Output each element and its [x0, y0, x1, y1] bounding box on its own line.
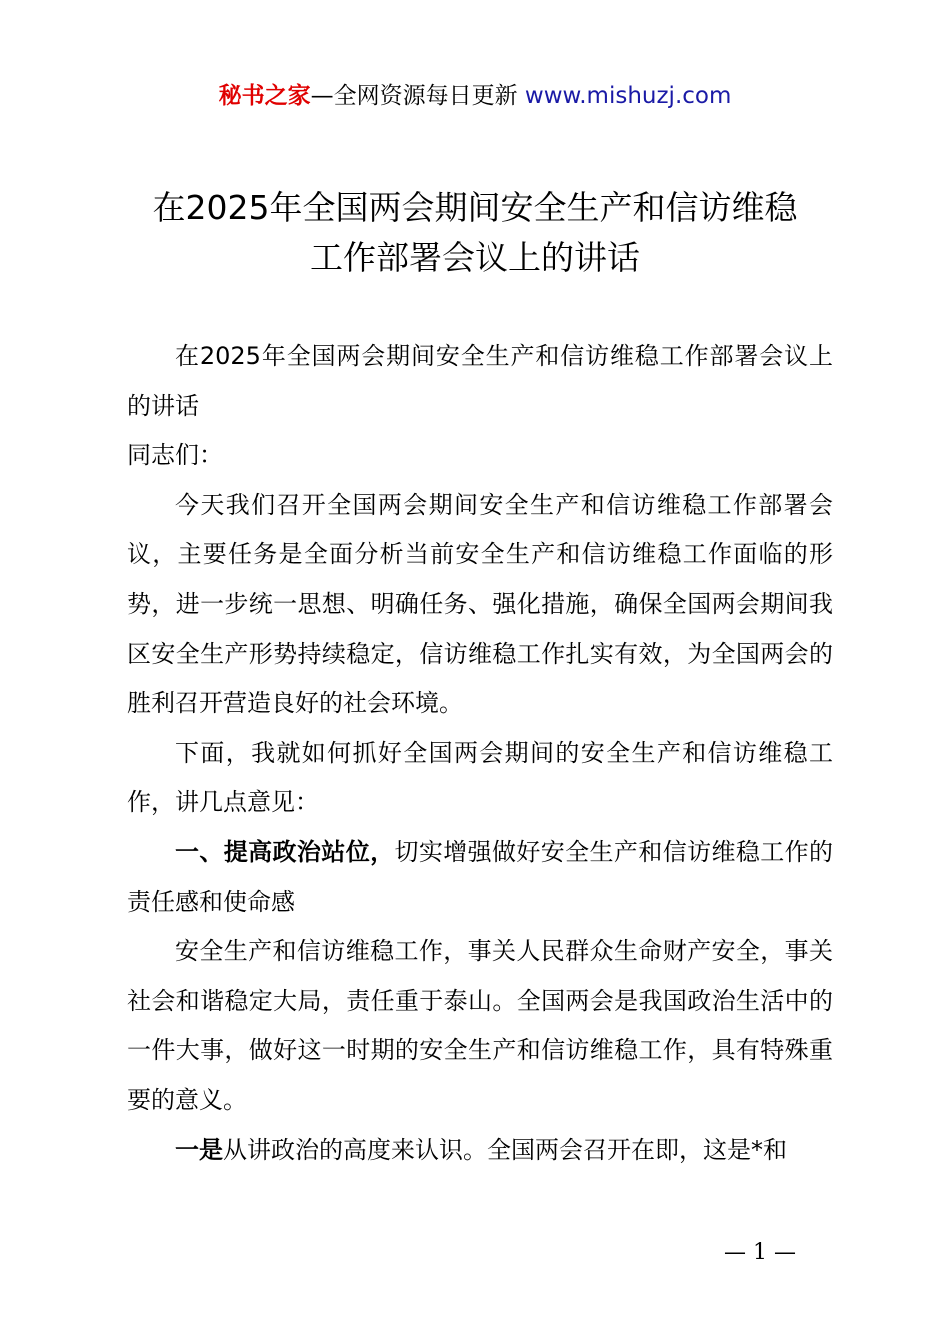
- paragraph-importance: 安全生产和信访维稳工作，事关人民群众生命财产安全，事关社会和谐稳定大局，责任重于泰山。全国两会是我国政治生活中的一件大事，做好这一时期的安全生产和信访维稳工作，具有特殊重要的意义。: [127, 937, 833, 1114]
- title-line-1: 在2025年全国两会期间安全生产和信访维稳: [152, 188, 798, 227]
- site-url[interactable]: www.mishuzj.com: [524, 83, 732, 109]
- point-one-text: 从讲政治的高度来认识。全国两会召开在即，这是*和: [223, 1135, 787, 1164]
- title-line-2: 工作部署会议上的讲话: [310, 238, 640, 277]
- paragraph-repeat-title: 在2025年全国两会期间安全生产和信访维稳工作部署会议上的讲话: [127, 342, 833, 420]
- document-title: [60, 183, 890, 283]
- site-header: [0, 80, 950, 112]
- paragraph-intro: 今天我们召开全国两会期间安全生产和信访维稳工作部署会议，主要任务是全面分析当前安全生产和信访维稳工作面临的形势，进一步统一思想、明确任务、强化措施，确保全国两会期间我区安全生产形势持续稳定，信访维稳工作扎实有效，为全国两会的胜利召开营造良好的社会环境。: [127, 490, 833, 718]
- site-brand: 秘书之家: [218, 83, 311, 109]
- paragraph-outline: 下面，我就如何抓好全国两会期间的安全生产和信访维稳工作，讲几点意见：: [127, 738, 833, 817]
- page-number: — 1 —: [724, 1240, 796, 1265]
- section-heading-1: [127, 828, 833, 927]
- section-heading-1-bold: 一、提高政治站位，: [175, 837, 395, 866]
- document-body: [127, 332, 833, 1175]
- section-heading-1-rest: 切实增强做好安全生产和信访维稳工作的责任感和使命感: [127, 837, 834, 916]
- site-tagline: —全网资源每日更新: [310, 83, 525, 109]
- paragraph-salutation: 同志们：: [127, 441, 223, 470]
- paragraph-point-one: [127, 1126, 833, 1176]
- point-one-label: 一是: [175, 1135, 223, 1164]
